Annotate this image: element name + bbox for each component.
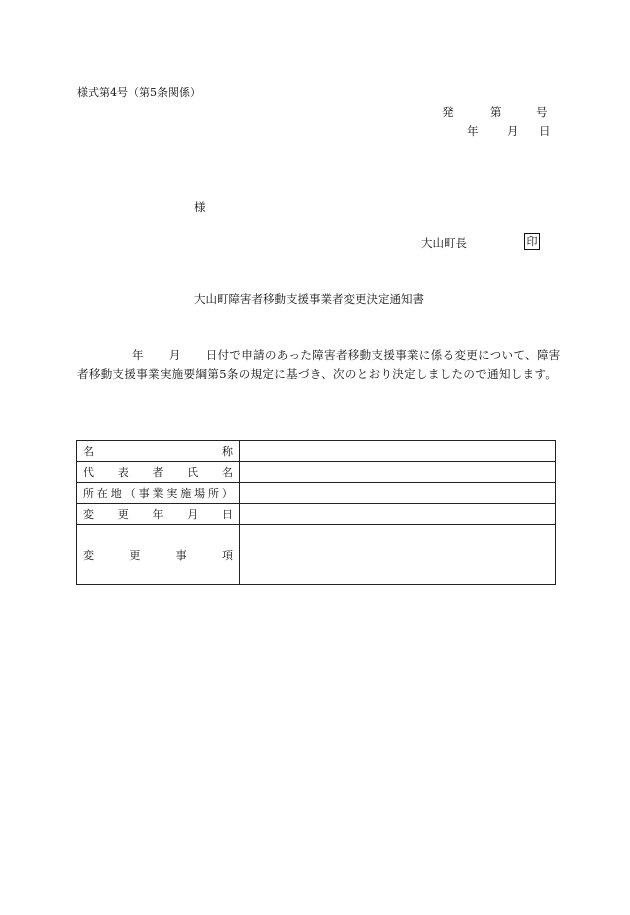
label-text [83,506,233,522]
label-char: 表 [117,466,129,479]
label-char: 月 [187,508,199,521]
label-char: 項 [221,548,233,562]
label-char: 日 [222,508,233,521]
label-char: 場 [194,487,206,500]
label-char: 更 [129,548,141,562]
label-text [83,547,233,563]
label-text [83,443,233,459]
issue-number [442,104,548,120]
label-char: 施 [180,487,192,500]
body-year: 年 [132,348,144,362]
issue-date-year: 年 [467,124,479,138]
issue-date-day: 日 [539,124,551,138]
document-title: 大山町障害者移動支援事業者変更決定通知書 [194,292,424,306]
table-row [77,462,556,483]
table-row-label [77,504,240,525]
table-row [77,525,556,585]
label-char: 在 [96,487,108,500]
issuer-name: 大山町長 [421,236,467,250]
table-row-value [240,504,556,525]
table-row-value [240,483,556,504]
label-char: ） [221,487,233,500]
label-char: 変 [83,508,94,521]
table-row [77,504,556,525]
label-char: 氏 [187,466,199,479]
table-row-label [77,525,240,585]
label-char: 業 [152,487,164,500]
label-char: （ [124,487,136,500]
label-char: 事 [175,548,187,562]
table-row-value [240,525,556,585]
label-char: 代 [83,466,94,479]
table-row-value [240,441,556,462]
label-text [83,464,233,480]
label-char: 名 [83,445,94,458]
table-row-value [240,462,556,483]
label-char: 更 [117,508,129,521]
table-row [77,441,556,462]
form-number: 様式第4号（第5条関係） [77,86,201,99]
info-table [76,440,556,585]
body-text: 日付で申請のあった障害者移動支援事業に係る変更について、障害者移動支援事業実施要綱第5条の規定に基づき、次のとおり決定しましたので通知します。 [77,348,561,381]
issue-number-go: 号 [536,105,548,119]
table-row-label [77,462,240,483]
label-char: 者 [152,466,164,479]
table-row-label [77,441,240,462]
body-month: 月 [168,348,181,362]
issue-date [467,123,551,139]
label-char: 名 [222,466,233,479]
addressee-suffix: 様 [194,200,206,214]
table-row-label [77,483,240,504]
label-char: 年 [152,508,164,521]
table-row [77,483,556,504]
label-char: 実 [166,487,178,500]
issue-date-month: 月 [507,124,519,138]
label-char: 称 [222,445,233,458]
label-char: 地 [110,487,122,500]
seal-mark: 印 [524,233,540,250]
body-paragraph [77,346,567,384]
label-text [83,485,233,501]
label-char: 所 [83,487,94,500]
label-char: 所 [208,487,220,500]
issue-number-dai: 第 [490,105,502,119]
issue-number-hatsu: 発 [442,105,454,119]
label-char: 変 [83,548,94,562]
label-char: 事 [138,487,150,500]
